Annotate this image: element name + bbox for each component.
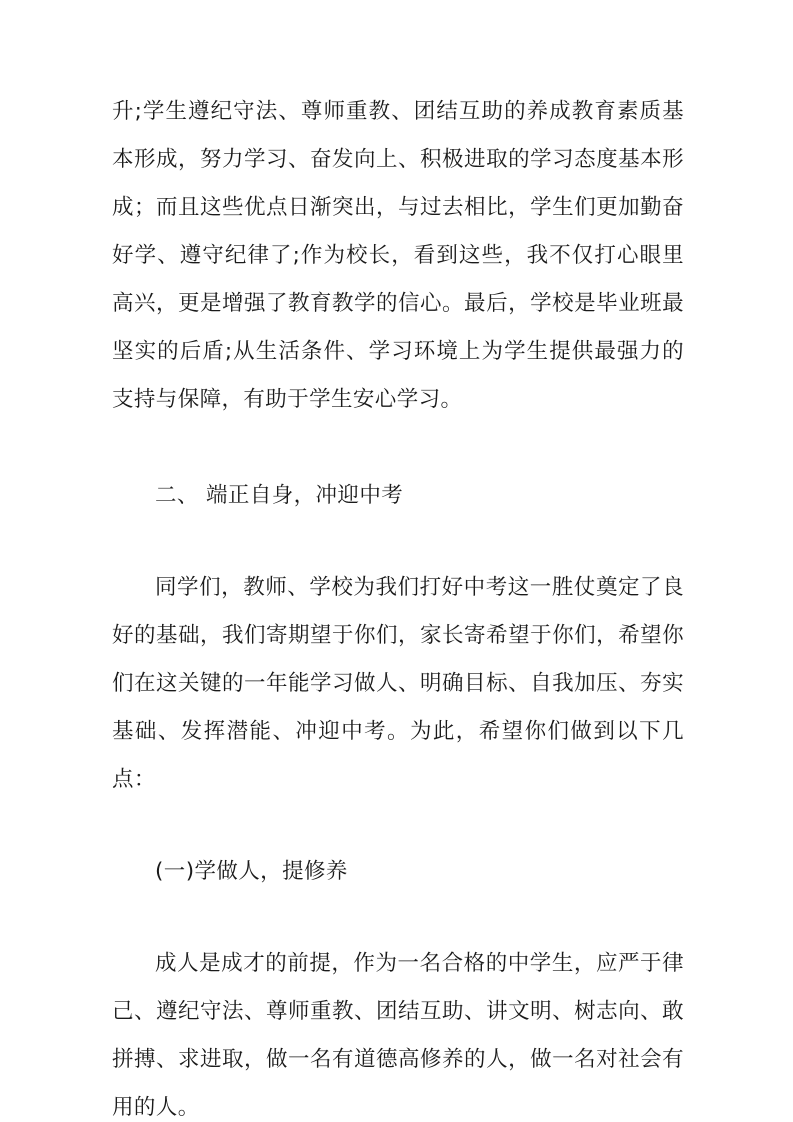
block-spacer <box>112 804 684 848</box>
block-spacer <box>112 424 684 472</box>
block-spacer <box>112 520 684 564</box>
document-body <box>112 88 684 1122</box>
paragraph-section-two-intro: 同学们，教师、学校为我们打好中考这一胜仗奠定了良好的基础，我们寄期望于你们，家长寄希望于你们，希望你们在这关键的一年能学习做人、明确目标、自我加压、夯实基础、发挥潜能、冲迎中考。为此，希望你们做到以下几点： <box>112 575 684 792</box>
paragraph-subsection-one-body: 成人是成才的前提，作为一名合格的中学生，应严于律己、遵纪守法、尊师重教、团结互助、讲文明、树志向、敢拼搏、求进取，做一名有道德高修养的人，做一名对社会有用的人。 <box>112 951 684 1120</box>
block-spacer <box>112 896 684 940</box>
paragraph-continuation: 升;学生遵纪守法、尊师重教、团结互助的养成教育素质基本形成，努力学习、奋发向上、积极进取的学习态度基本形成；而且这些优点日渐突出，与过去相比，学生们更加勤奋好学、遵守纪律了;作为校长，看到这些，我不仅打心眼里高兴，更是增强了教育教学的信心。最后，学校是毕业班最坚实的后盾;从生活条件、学习环境上为学生提供最强力的支持与保障，有助于学生安心学习。 <box>112 99 684 412</box>
section-heading-two: 二、 端正自身，冲迎中考 <box>155 483 404 508</box>
subsection-heading-one: (一)学做人，提修养 <box>155 859 348 884</box>
